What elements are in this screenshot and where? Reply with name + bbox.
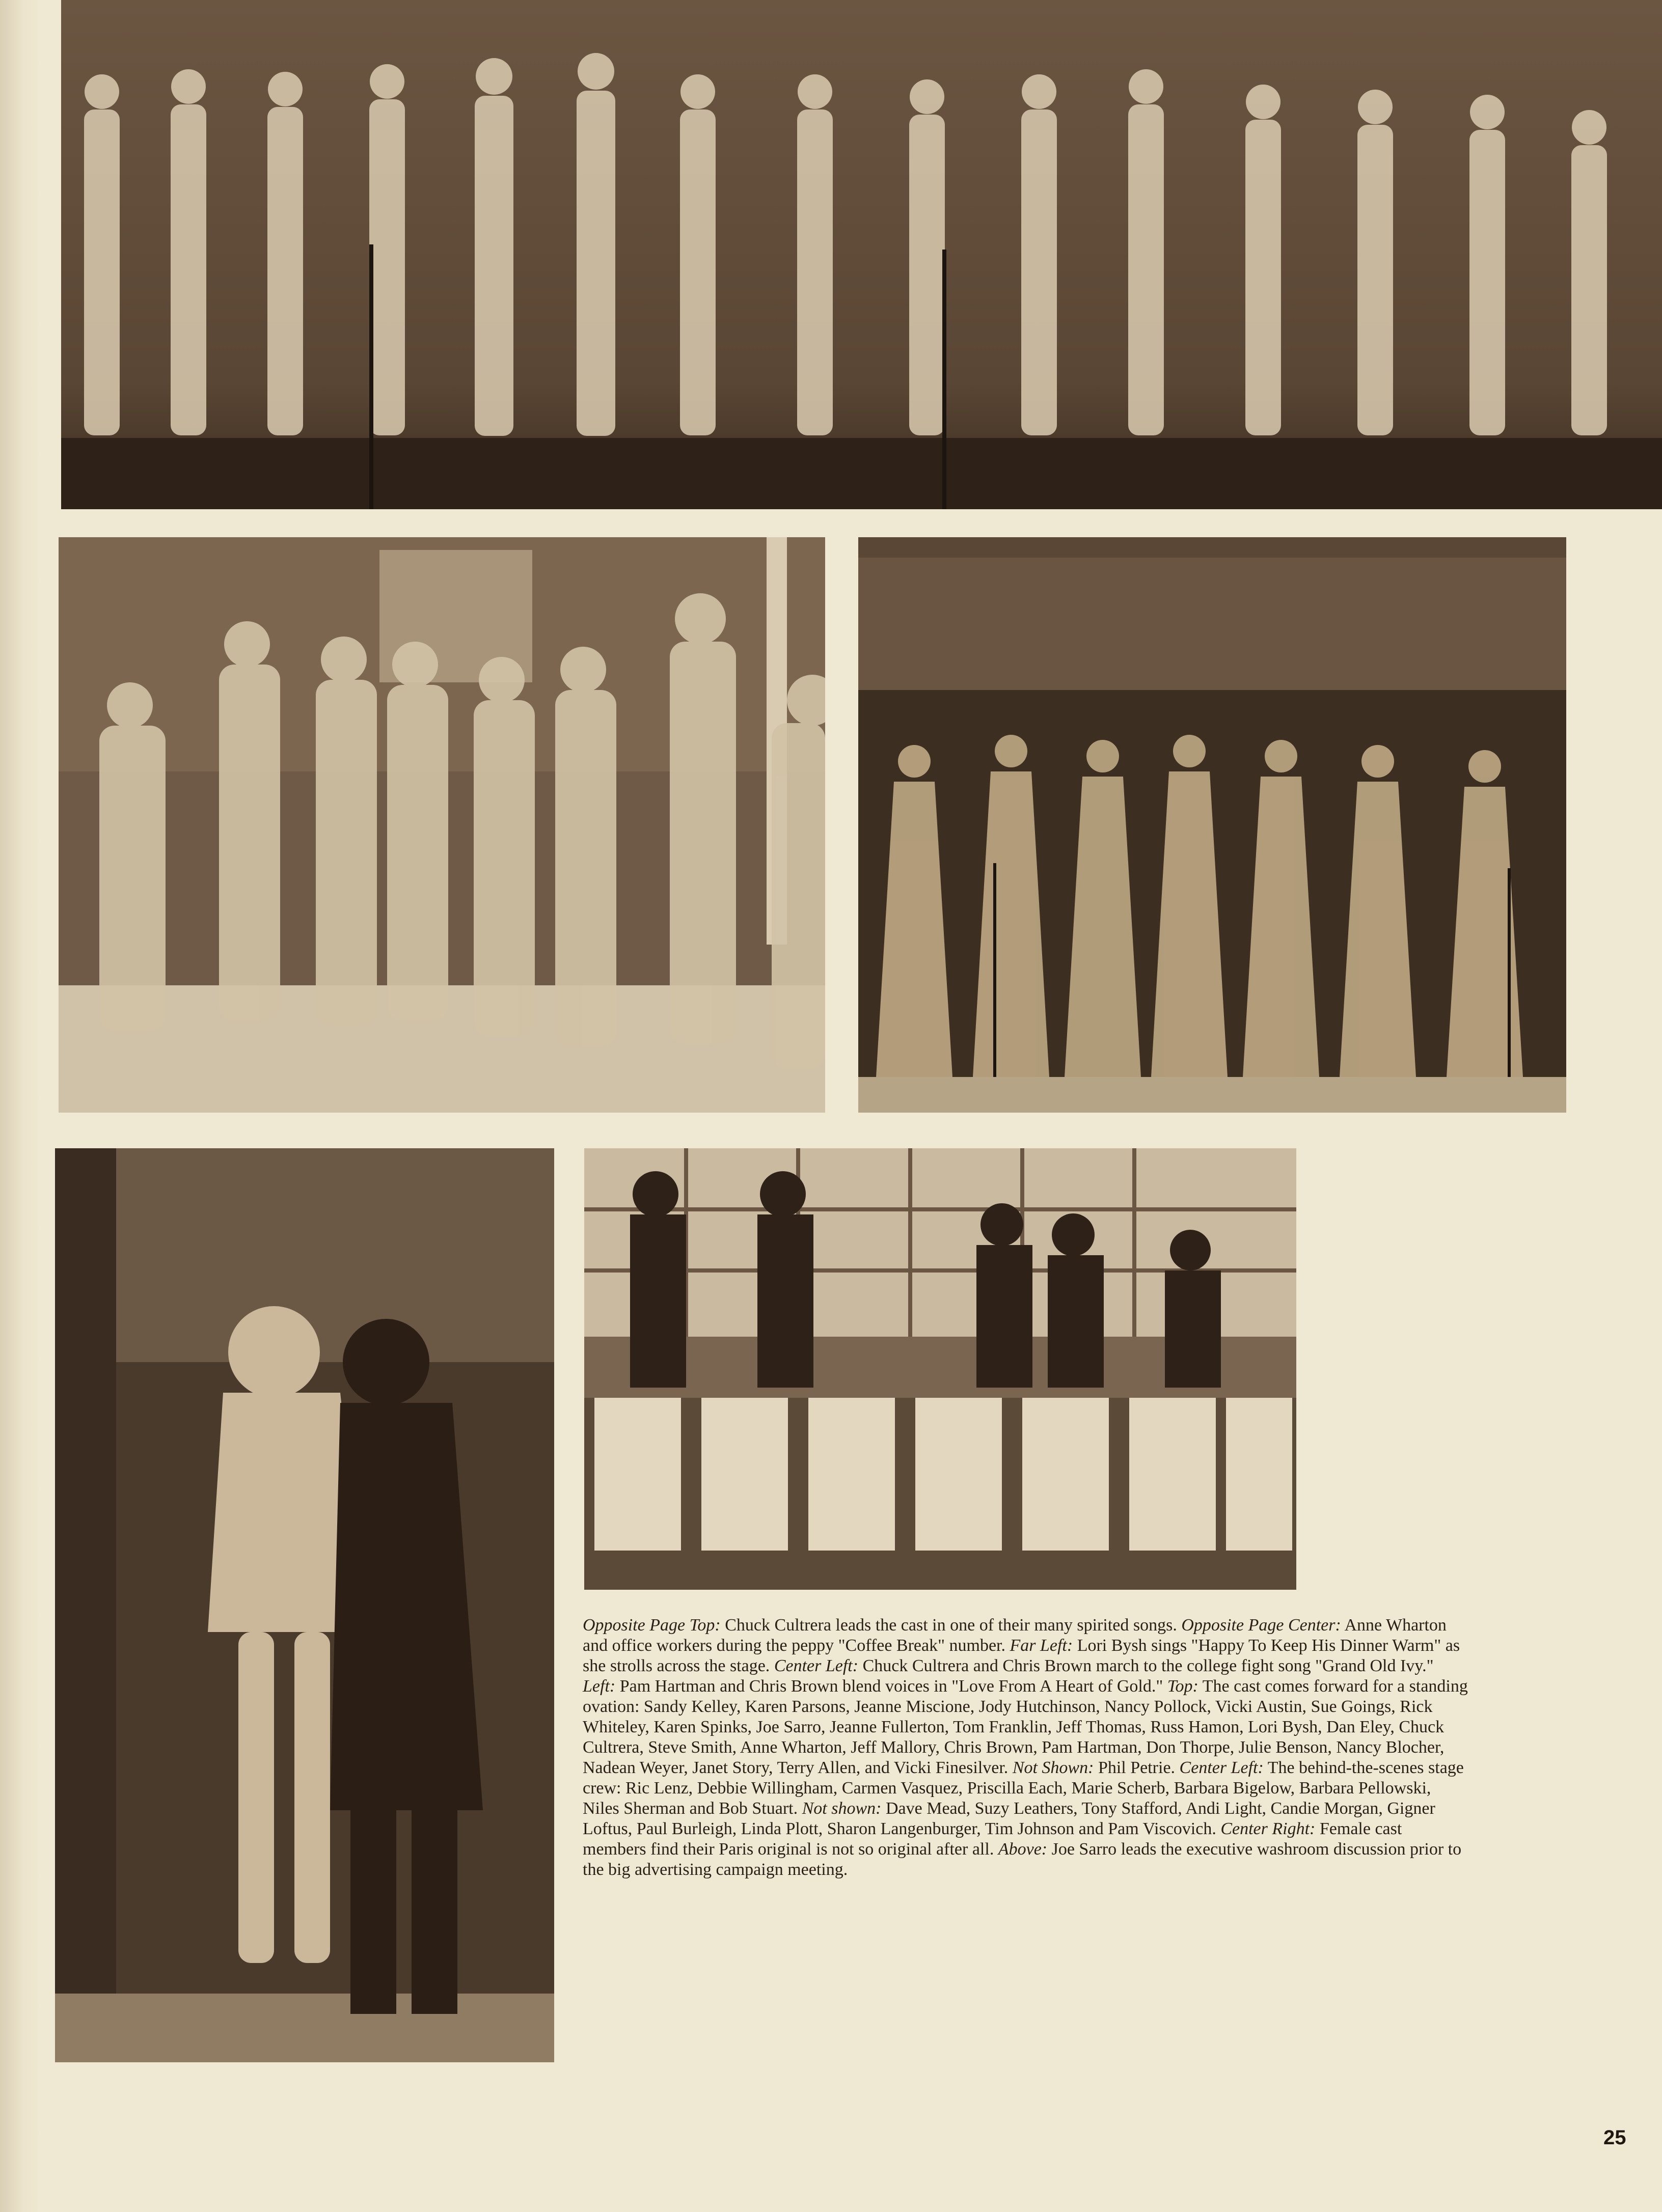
- caption-text: Anne Wharton and office workers during the peppy "Coffee Break" number.: [583, 1616, 1447, 1655]
- caption-text: Chuck Cultrera leads the cast in one of their many spirited songs.: [720, 1616, 1182, 1635]
- caption-text: Pam Hartman and Chris Brown blend voices in "Love From A Heart of Gold.": [615, 1677, 1167, 1696]
- photo-caption: [583, 1615, 1469, 1880]
- caption-label: Opposite Page Top:: [583, 1616, 721, 1635]
- stage-crew-photo: [59, 537, 825, 1113]
- caption-text: Female cast members find their Paris original is not so original after all.: [583, 1819, 1402, 1859]
- caption-text: Joe Sarro leads the executive washroom discussion prior to the big advertising campaign meeting.: [583, 1840, 1462, 1879]
- washroom-scene-photo: [584, 1148, 1296, 1590]
- female-cast-gowns-photo: [858, 537, 1566, 1113]
- page-number: 25: [1603, 2126, 1626, 2149]
- caption-text: Phil Petrie.: [1094, 1758, 1180, 1777]
- caption-text: Lori Bysh sings "Happy To Keep His Dinner Warm" as she strolls across the stage.: [583, 1636, 1460, 1675]
- caption-label: Top:: [1167, 1677, 1198, 1696]
- caption-label: Far Left:: [1010, 1636, 1073, 1655]
- caption-text: The cast comes forward for a standing ovation: Sandy Kelley, Karen Parsons, Jeanne Miscione, Jody Hutchinson, Nancy Pollock, Vicki Austin, Sue Goings, Rick Whiteley, Karen Spinks, Joe Sarro, Jeanne Fullerton, Tom Franklin, Jeff Thomas, Russ Hamon, Lori Bysh, Dan Eley, Chuck Cultrera, Steve Smith, Anne Wharton, Jeff Mallory, Chris Brown, Pam Hartman, Don Thorpe, Julie Benson, Nancy Blocher, Nadean Weyer, Janet Story, Terry Allen, and Vicki Finesilver.: [583, 1677, 1468, 1777]
- caption-text: Chuck Cultrera and Chris Brown march to the college fight song "Grand Old Ivy.": [858, 1656, 1434, 1675]
- couple-on-stage-photo: [55, 1148, 554, 2062]
- cast-lineup-photo: [61, 0, 1662, 509]
- caption-label: Center Right:: [1220, 1819, 1316, 1838]
- caption-label: Opposite Page Center:: [1181, 1616, 1341, 1635]
- caption-text: Dave Mead, Suzy Leathers, Tony Stafford, Andi Light, Candie Morgan, Gigner Loftus, Paul Burleigh, Linda Plott, Sharon Langenburger, Tim Johnson and Pam Viscovich.: [583, 1799, 1435, 1838]
- caption-label: Above:: [998, 1840, 1048, 1859]
- page-binding-edge: [0, 0, 41, 2212]
- caption-label: Center Left:: [1179, 1758, 1264, 1777]
- caption-label: Center Left:: [774, 1656, 859, 1675]
- caption-label: Left:: [583, 1677, 616, 1696]
- caption-label: Not Shown:: [1012, 1758, 1094, 1777]
- caption-label: Not shown:: [802, 1799, 882, 1818]
- caption-text: The behind-the-scenes stage crew: Ric Lenz, Debbie Willingham, Carmen Vasquez, Priscilla Each, Marie Scherb, Barbara Bigelow, Barbara Pellowski, Niles Sherman and Bob Stuart.: [583, 1758, 1464, 1818]
